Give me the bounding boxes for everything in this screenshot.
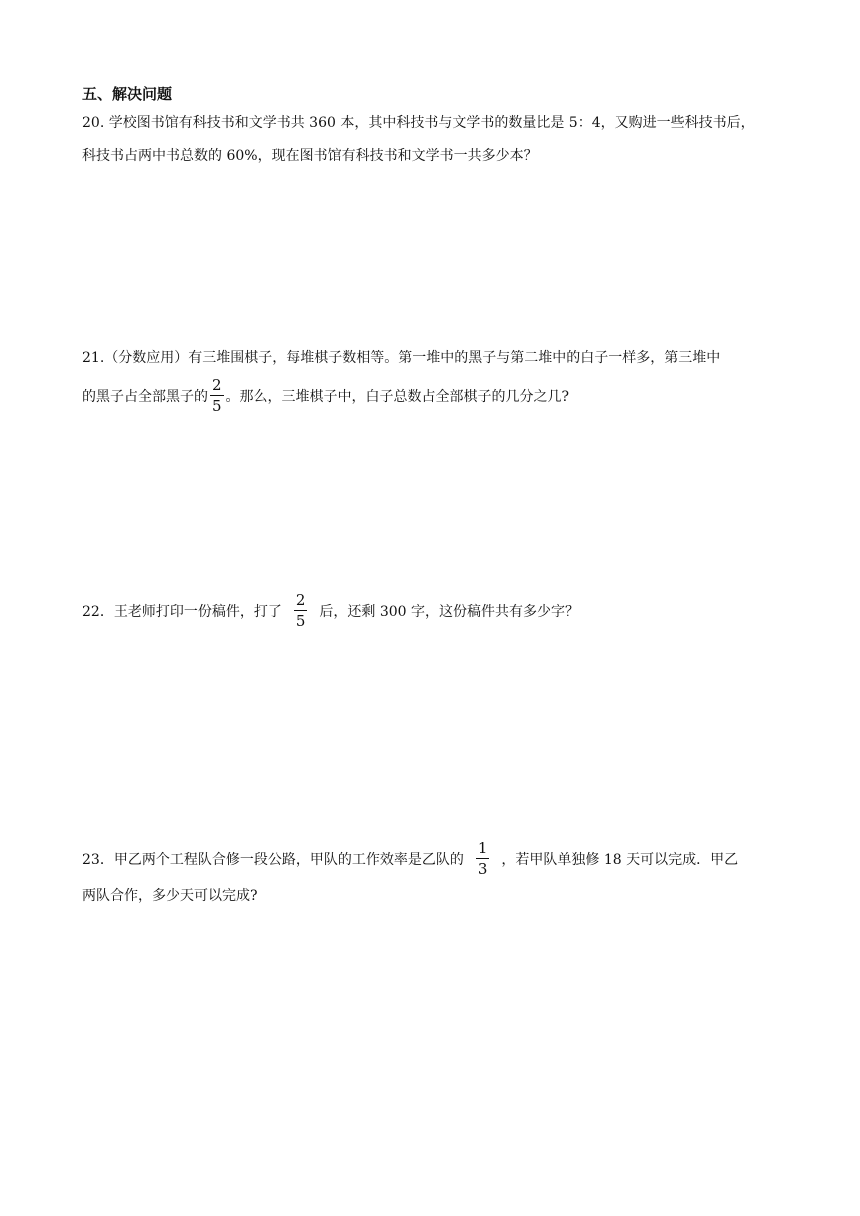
fraction-one-third xyxy=(476,840,490,878)
question-21-text-after-fraction: 。那么，三堆棋子中，白子总数占全部棋子的几分之几? xyxy=(225,389,570,405)
fraction-numerator: 2 xyxy=(295,591,306,609)
fraction-two-fifths xyxy=(210,377,224,415)
question-20-line-2: 科技书占两中书总数的 60%，现在图书馆有科技书和文学书一共多少本？ xyxy=(82,148,538,164)
fraction-two-fifths xyxy=(294,592,308,630)
question-22-text-after-fraction: 后，还剩 300 字，这份稿件共有多少字？ xyxy=(319,604,579,620)
fraction-bar xyxy=(476,858,490,859)
question-22-line xyxy=(82,593,579,631)
fraction-bar xyxy=(210,395,224,396)
question-23-line-2: 两队合作，多少天可以完成? xyxy=(82,888,258,904)
question-20-line-1: 20. 学校图书馆有科技书和文学书共 360 本，其中科技书与文学书的数量比是 5：4，又购进一些科技书后， xyxy=(82,115,755,131)
fraction-numerator: 1 xyxy=(477,839,488,857)
fraction-denominator: 5 xyxy=(295,612,306,630)
question-23-line-1 xyxy=(82,841,738,879)
question-22-text-before-fraction: 22．王老师打印一份稿件，打了 xyxy=(82,604,282,620)
question-21-text-before-fraction: 的黑子占全部黑子的 xyxy=(82,389,208,405)
question-23-text-before-fraction: 23．甲乙两个工程队合修一段公路，甲队的工作效率是乙队的 xyxy=(82,852,464,868)
fraction-bar xyxy=(294,610,308,611)
question-21-line-1: 21.（分数应用）有三堆围棋子，每堆棋子数相等。第一堆中的黑子与第二堆中的白子一样多，第三堆中 xyxy=(82,350,721,366)
section-heading: 五、解决问题 xyxy=(82,85,173,103)
fraction-numerator: 2 xyxy=(212,376,222,394)
fraction-denominator: 3 xyxy=(477,860,488,878)
question-21-line-2 xyxy=(82,378,569,416)
question-23-text-after-fraction: ，若甲队单独修 18 天可以完成．甲乙 xyxy=(501,852,739,868)
fraction-denominator: 5 xyxy=(212,397,222,415)
